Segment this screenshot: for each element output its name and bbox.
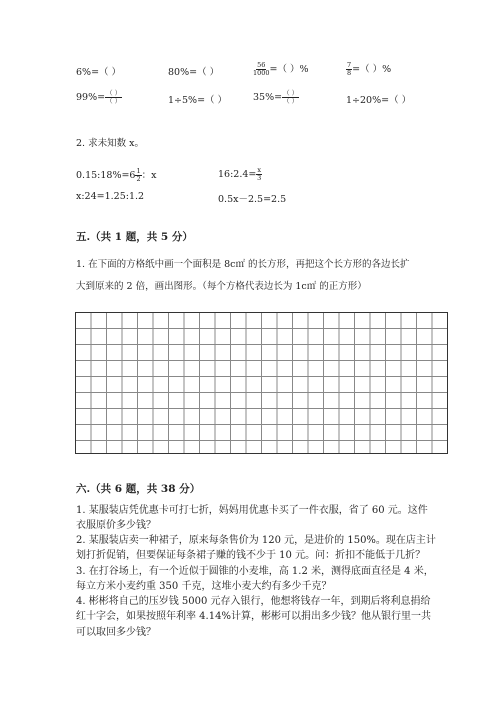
- square-grid[interactable]: [75, 312, 448, 454]
- item-6-percent: 6%=（ ）: [76, 67, 122, 78]
- expression: 35%=: [253, 92, 283, 103]
- problem-1: 1. 某服装店凭优惠卡可打七折，妈妈用优惠卡买了一件衣服，省了 60 元。这件衣服原价多少钱？: [76, 505, 428, 532]
- equation-2: [218, 167, 262, 182]
- numerator: 1: [136, 167, 141, 175]
- item-80-percent: 80%=（ ）: [168, 67, 220, 78]
- equation-text: 0.15:18%=6: [76, 170, 136, 181]
- denominator: 3: [257, 174, 262, 182]
- numerator: 7: [347, 61, 352, 69]
- problem-4: 4. 彬彬将自己的压岁钱 5000 元存入银行，他想将钱存一年，到期后将利息捐给红十字会，如果按照年利率 4.14%计算，彬彬可以捐出多少钱？他从银行里一共可以取回多少钱？: [76, 596, 431, 638]
- problem-3: 3. 在打谷场上，有一个近似于圆锥的小麦堆，高 1.2 米，测得底面直径是 4 米，每立方米小麦约重 350 千克，这堆小麦大约有多少千克？: [76, 566, 434, 593]
- item-1-div-20-percent: 1÷20%=（ ）: [346, 95, 412, 106]
- fraction-x-3: [256, 167, 262, 182]
- equation-1: [76, 167, 156, 183]
- equation-text: ：x: [141, 170, 157, 181]
- expression: 99%=: [76, 92, 106, 103]
- denominator: 8: [347, 69, 352, 77]
- item-56-over-1000: [253, 61, 309, 77]
- numerator: x: [257, 166, 262, 174]
- problem-2: 2. 某服装店卖一种裙子，原来每条售价为 120 元，是进价的 150%。现在店主计划打折促销，但要保证每条裙子赚的钱不少于 10 元。问：折扣不能低于几折？: [76, 535, 436, 562]
- blank-fraction: [105, 90, 122, 105]
- fraction-56-1000: [253, 62, 270, 77]
- equation-4: 0.5x－2.5=2.5: [218, 194, 287, 205]
- item-1-div-5-percent: 1÷5%=（ ）: [168, 95, 228, 106]
- section-5-line-2: 大到原来的 2 倍，画出图形。（每个方格代表边长为 1c㎡ 的正方形）: [76, 281, 367, 292]
- denominator: 1000: [253, 69, 270, 77]
- blank-percent: =（ ）%: [352, 64, 392, 75]
- denominator-blank: （ ）: [106, 97, 122, 105]
- equation-text: 16:2.4=: [218, 169, 257, 180]
- section-6-heading: 六.（共 6 题，共 38 分）: [76, 483, 201, 495]
- numerator-blank: （ ）: [283, 89, 299, 97]
- item-7-over-8: [346, 61, 391, 77]
- section-5-heading: 五.（共 1 题，共 5 分）: [76, 231, 193, 243]
- item-35-percent: [253, 90, 299, 105]
- item-99-percent: [76, 90, 122, 105]
- numerator-blank: （ ）: [106, 89, 122, 97]
- numerator: 56: [257, 61, 266, 69]
- blank-percent: =（ ）%: [269, 64, 309, 75]
- equation-3: x:24=1.25:1.2: [76, 191, 145, 202]
- denominator: 2: [136, 175, 141, 183]
- blank-fraction: [282, 90, 299, 105]
- question-2-title: 2. 求未知数 x。: [76, 138, 144, 149]
- section-5-line-1: 1. 在下面的方格纸中画一个面积是 8c㎡ 的长方形，再把这个长方形的各边长扩: [76, 259, 410, 270]
- denominator-blank: （ ）: [283, 97, 299, 105]
